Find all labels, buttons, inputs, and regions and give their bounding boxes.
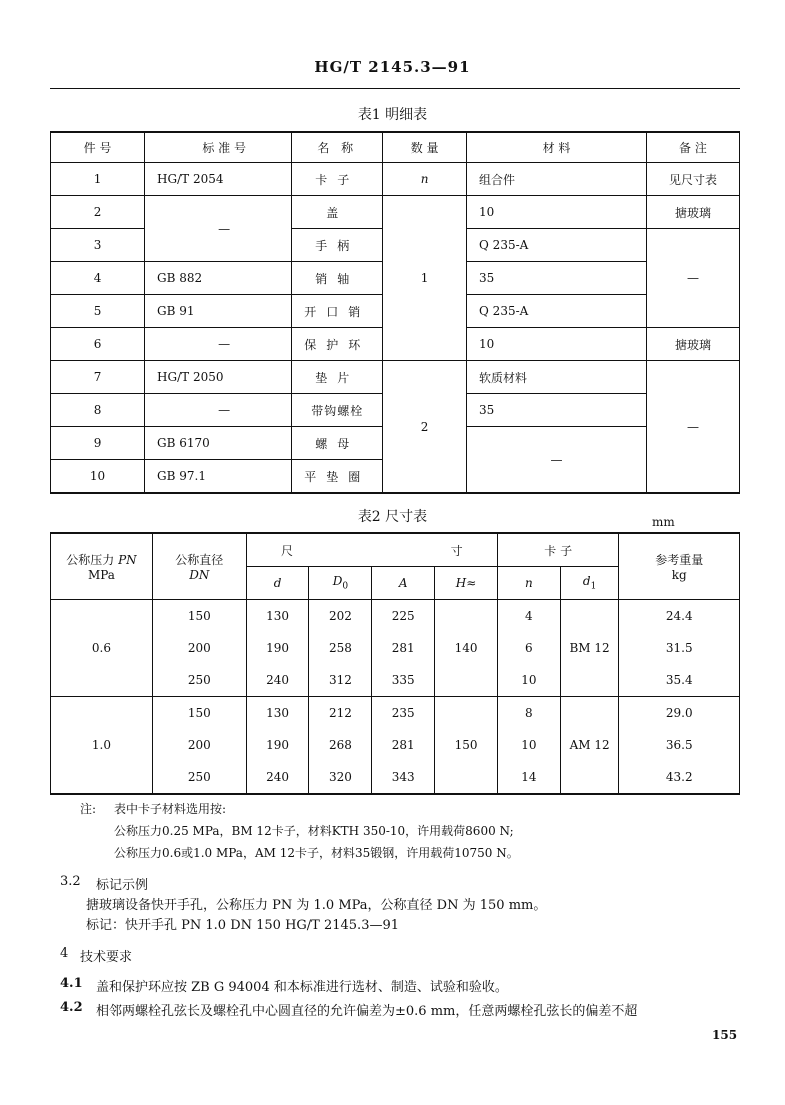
section-4-title: 技术要求 [80,950,133,965]
t1-cell-name: 手柄 [292,229,383,262]
t1-cell-no: 8 [51,394,145,427]
t2-cell-dn: 250 [152,761,246,794]
t1-cell-qty: 2 [383,361,467,494]
t1-cell-remark: — [646,361,739,494]
t1-cell-std: GB 91 [145,295,292,328]
t2-cell-A: 235 [372,697,435,730]
table-row [51,664,740,697]
t2-header-pn-unit: MPa [87,568,115,582]
t2-cell-d1: BM 12 [560,600,619,697]
t1-cell-material: Q 235-A [467,295,647,328]
t2-cell-n: 10 [497,729,560,761]
t2-header-D0-letter: D [332,574,343,589]
t1-cell-name: 盖 [292,196,383,229]
t1-cell-name: 带钩螺栓 [292,394,383,427]
page-number: 155 [712,1028,738,1042]
t2-cell-D0: 312 [309,664,372,697]
t1-cell-no: 10 [51,460,145,494]
t2-header-H: H≈ [435,567,498,600]
t1-cell-no: 7 [51,361,145,394]
t1-cell-name: 保护环 [292,328,383,361]
t1-cell-name: 销轴 [292,262,383,295]
t2-cell-weight: 29.0 [619,697,740,730]
table-row [51,196,740,229]
t2-cell-pn: 0.6 [51,600,153,697]
t2-header-weight-label: 参考重量 [655,553,704,567]
t2-header-d: d [246,567,309,600]
t2-cell-pn: 1.0 [51,697,153,795]
section-4-number: 4 [60,946,69,961]
t2-cell-d: 130 [246,600,309,633]
t2-header-size-left: 尺 [280,543,293,558]
table-row [51,163,740,196]
t2-cell-n: 10 [497,664,560,697]
document-header: HG/T 2145.3—91 [314,58,471,76]
section-4-2-text: 相邻两螺栓孔弦长及螺栓孔中心圆直径的允许偏差为±0.6 mm，任意两螺栓孔弦长的偏差不超 [96,1004,638,1019]
section-4-1-number: 4.1 [60,976,83,991]
t2-header-dn [152,533,246,600]
t2-header-weight [619,533,740,600]
t1-cell-std: HG/T 2050 [145,361,292,394]
t1-cell-remark: 搪玻璃 [646,328,739,361]
t1-cell-name: 螺母 [292,427,383,460]
section-4-1-text: 盖和保护环应按 ZB G 94004 和本标准进行选材、制造、试验和验收。 [96,980,508,995]
t1-cell-remark: — [646,229,739,328]
t2-header-n: n [497,567,560,600]
t2-header-dn-symbol: DN [189,568,210,582]
t1-cell-std: GB 6170 [145,427,292,460]
t1-header-std: 标 准 号 [145,132,292,163]
t2-cell-n: 14 [497,761,560,794]
t1-cell-qty: n [383,163,467,196]
t1-cell-name: 垫片 [292,361,383,394]
table-row [51,697,740,730]
t2-cell-dn: 200 [152,729,246,761]
size-table [50,532,740,795]
t1-cell-no: 3 [51,229,145,262]
t2-header-d1-letter: d [582,574,591,589]
notes-line-2: 公称压力0.25 MPa，BM 12卡子，材料KTH 350-10，许用载荷8600 N; [114,824,514,838]
notes-label: 注: [80,802,97,816]
t2-cell-A: 281 [372,729,435,761]
t2-header-A: A [372,567,435,600]
t1-cell-no: 2 [51,196,145,229]
t1-cell-name: 开口销 [292,295,383,328]
t1-cell-name: 卡子 [292,163,383,196]
notes-line-1: 表中卡子材料选用按: [114,802,227,816]
t1-cell-remark: 见尺寸表 [646,163,739,196]
t2-cell-dn: 250 [152,664,246,697]
t2-cell-n: 8 [497,697,560,730]
t2-cell-A: 281 [372,632,435,664]
t2-cell-d: 190 [246,632,309,664]
t1-cell-material: 10 [467,328,647,361]
t2-cell-d: 130 [246,697,309,730]
t2-header-D0-sub: 0 [342,581,349,592]
t1-cell-remark: 搪玻璃 [646,196,739,229]
t1-cell-std: — [145,196,292,262]
t1-cell-no: 1 [51,163,145,196]
t2-cell-D0: 212 [309,697,372,730]
table-row [51,632,740,664]
header-rule [50,88,740,89]
t2-cell-n: 6 [497,632,560,664]
t2-header-weight-unit: kg [671,568,687,582]
t1-cell-std: GB 882 [145,262,292,295]
t1-cell-material: 10 [467,196,647,229]
t2-cell-D0: 320 [309,761,372,794]
t1-cell-qty: 1 [383,196,467,361]
section-4-2-number: 4.2 [60,1000,83,1015]
t2-cell-A: 343 [372,761,435,794]
t1-cell-std: — [145,328,292,361]
t2-cell-d: 240 [246,761,309,794]
t2-header-size-right: 寸 [450,543,463,558]
t2-cell-weight: 24.4 [619,600,740,633]
t1-header-qty: 数 量 [383,132,467,163]
section-3-2-number: 3.2 [60,874,81,889]
t2-cell-A: 225 [372,600,435,633]
t1-cell-no: 6 [51,328,145,361]
t2-cell-weight: 31.5 [619,632,740,664]
t2-cell-weight: 35.4 [619,664,740,697]
t1-cell-material: 35 [467,394,647,427]
t1-cell-std: — [145,394,292,427]
t2-cell-dn: 150 [152,697,246,730]
t2-header-d1-sub: 1 [590,581,597,592]
t2-header-dn-label: 公称直径 [175,553,224,567]
t1-header-remark: 备 注 [646,132,739,163]
t1-cell-name: 平垫圈 [292,460,383,494]
t2-cell-A: 335 [372,664,435,697]
table-row [51,361,740,394]
t2-header-pn-symbol: PN [118,553,137,567]
t2-header-size [246,533,497,567]
t2-cell-dn: 200 [152,632,246,664]
section-3-2-line-2: 标记：快开手孔 PN 1.0 DN 150 HG/T 2145.3—91 [86,918,400,933]
table1-caption: 表1 明细表 [357,107,428,123]
t2-header-pn [51,533,153,600]
table2-caption: 表2 尺寸表 [357,509,428,525]
notes-line-3: 公称压力0.6或1.0 MPa，AM 12卡子，材料35锻钢，许用载荷10750 N。 [114,846,519,860]
t2-cell-n: 4 [497,600,560,633]
t2-cell-dn: 150 [152,600,246,633]
t2-header-D0 [309,567,372,600]
t1-cell-std: HG/T 2054 [145,163,292,196]
table-row [51,600,740,633]
t2-cell-weight: 36.5 [619,729,740,761]
t1-header-no: 件 号 [51,132,145,163]
t1-cell-no: 4 [51,262,145,295]
t1-cell-material: 组合件 [467,163,647,196]
table-row [51,729,740,761]
t2-cell-d: 240 [246,664,309,697]
t2-cell-weight: 43.2 [619,761,740,794]
t1-header-name: 名 称 [292,132,383,163]
t2-header-clamp: 卡 子 [497,533,619,567]
t2-cell-H: 150 [435,697,498,795]
table2-unit: mm [652,515,675,529]
table-row [51,761,740,794]
t1-cell-no: 5 [51,295,145,328]
t2-cell-H: 140 [435,600,498,697]
t1-cell-material: Q 235-A [467,229,647,262]
t1-cell-material: 软质材料 [467,361,647,394]
t1-cell-std: GB 97.1 [145,460,292,494]
t2-cell-d: 190 [246,729,309,761]
t2-cell-D0: 202 [309,600,372,633]
t1-header-material: 材 料 [467,132,647,163]
section-3-2-title: 标记示例 [96,878,149,893]
t2-cell-D0: 258 [309,632,372,664]
t1-cell-material: — [467,427,647,494]
t2-header-pn-label: 公称压力 [66,553,115,567]
parts-list-table [50,131,740,494]
t2-cell-D0: 268 [309,729,372,761]
t2-header-d1 [560,567,619,600]
t1-cell-material: 35 [467,262,647,295]
section-3-2-line-1: 搪玻璃设备快开手孔，公称压力 PN 为 1.0 MPa，公称直径 DN 为 150 mm。 [86,898,547,913]
t2-cell-d1: AM 12 [560,697,619,795]
t1-cell-no: 9 [51,427,145,460]
